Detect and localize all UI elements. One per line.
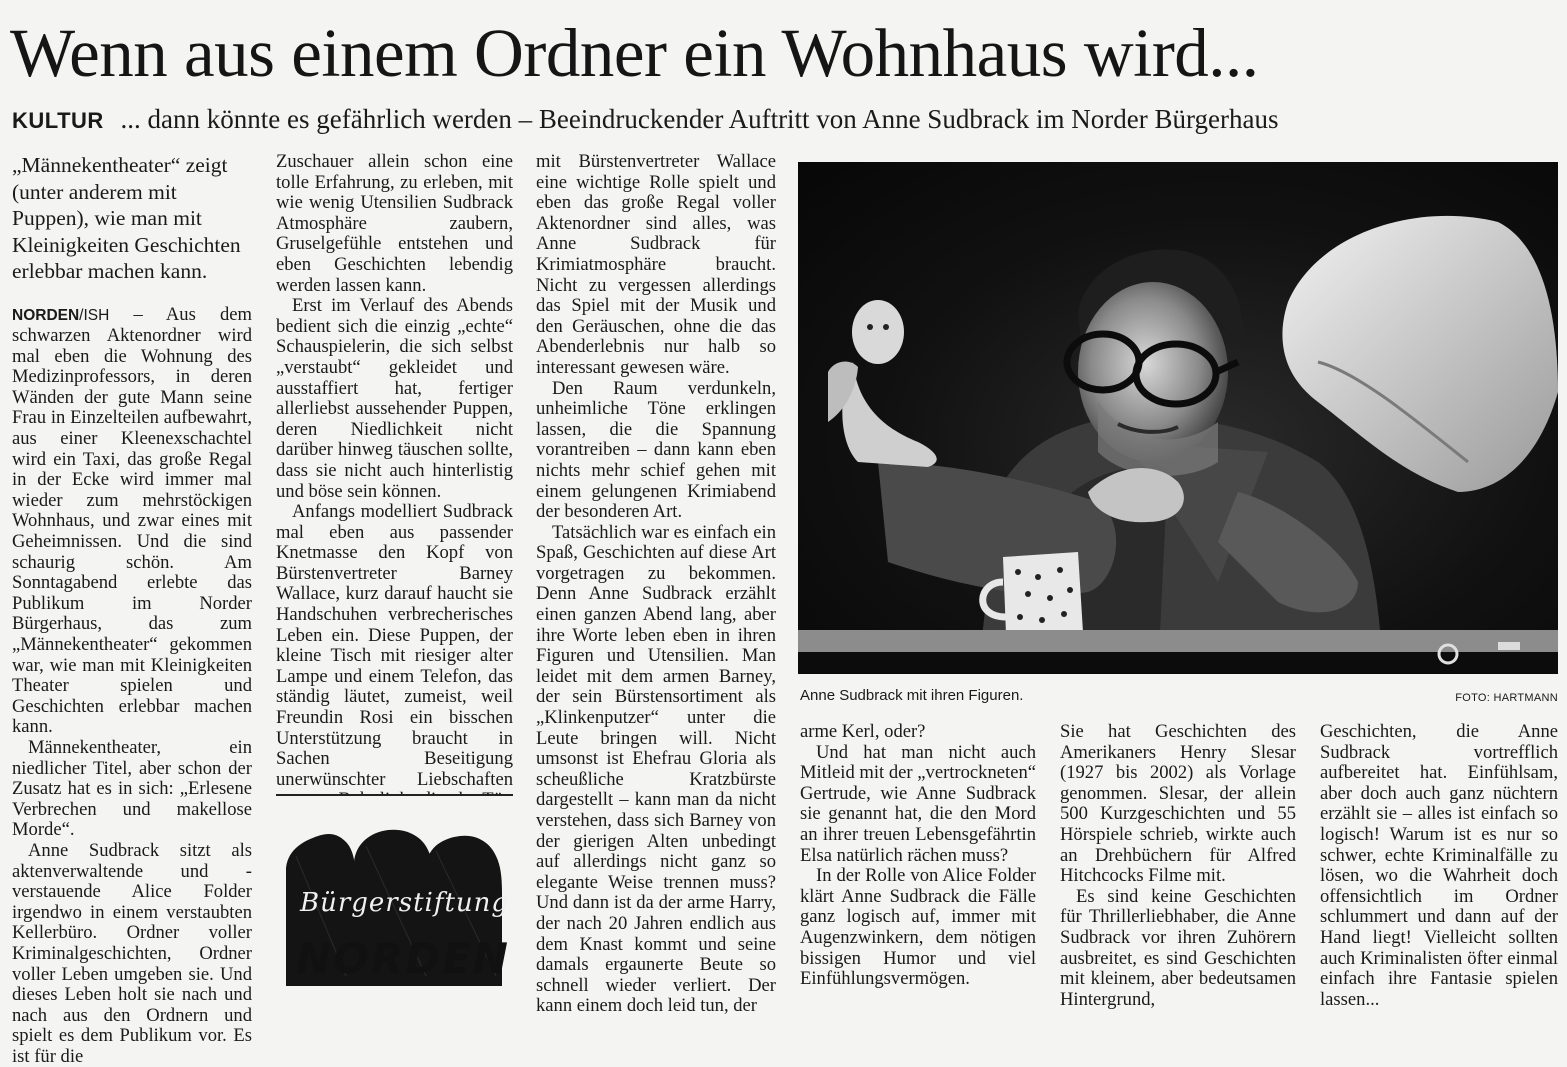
- buergerstiftung-logo: [276, 794, 513, 990]
- col5-para-1: Es sind keine Geschichten für Thrillerliebhaber, die Anne Sudbrack vor ihren Zuhörern ausbreitet, es sind Geschichten mit kleinem, aber bedeutsamen Hintergrund,: [1060, 885, 1296, 1010]
- col3-para-0: mit Bürstenvertreter Wallace eine wichtige Rolle spielt und eben das große Regal voller Aktenordner sind alles, was Anne Sudbrack für Krimiatmosphäre braucht. Nicht zu vergessen allerdings das Spiel mit der Musik und den Geräuschen, ohne die das Abenderlebnis nur halb so interessant gewesen wäre.: [536, 151, 776, 378]
- col1-para-2: Anne Sudbrack sitzt als aktenverwaltende und -verstauende Alice Folder irgendwo in einem verstaubten Kellerbüro. Ordner voller Kriminalgeschichten, Ordner voller Leben umgeben sie. Und dieses Leben holt sie nach und nach aus den Ordnern und spielt es dem Publikum vor. Es ist für die: [12, 839, 252, 1067]
- col2-para-0: Zuschauer allein schon eine tolle Erfahrung, zu erleben, mit wie wenig Utensilien Sudbrack Atmosphäre zaubern, Gruselgefühle entstehen und eben Geschichten lebendig werden lassen kann.: [276, 151, 513, 296]
- teaser: „Männekentheater“ zeigt (unter anderem mit Puppen), wie man mit Kleinigkeiten Geschichten erlebbar machen kann.: [12, 153, 241, 283]
- col2-para-1: Erst im Verlauf des Abends bedient sich die einzig „echte“ Schauspielerin, die sich selbst „verstaubt“ gekleidet und ausstaffiert hat, fertiger allerliebst aussehender Puppen, deren Niedlichkeit nicht darüber hinweg täuschen sollte, dass sie nicht auch hinterlistig und böse sein können.: [276, 295, 513, 502]
- subheadline-row: [12, 102, 1562, 138]
- dateline-author: /ISH: [79, 306, 110, 324]
- section-kicker: KULTUR: [12, 108, 104, 133]
- dateline-place: NORDEN: [12, 306, 80, 324]
- col2-para-2: Anfangs modelliert Sudbrack mal eben aus passender Knetmasse den Kopf von Bürstenvertreter Barney Wallace, kurz darauf haucht sie Handschuhen verbrecherisches Leben ein. Diese Puppen, der kleine Tisch mit riesiger alter Lampe und einem Telefon, das ständig läutet, zumeist, weil Freundin Rosi ein bisschen Unterstützung braucht in Sachen Beseitigung unerwünschter Liebschaften: [276, 501, 513, 790]
- col1-para-0: [12, 305, 252, 738]
- col5-para-0: Sie hat Geschichten des Amerikaners Henry Slesar (1927 bis 2002) als Vorlage genommen. Slesar, der allein 500 Kurzgeschichten und 55 Hörspiele schrieb, wirkte auch an Drehbüchern für Alfred Hitchcocks Filme mit.: [1060, 721, 1296, 887]
- article-column-3: [536, 151, 776, 1017]
- article-column-2: [276, 152, 513, 792]
- headline: Wenn aus einem Ordner ein Wohnhaus wird...: [10, 15, 1259, 91]
- col3-para-2: Tatsächlich war es einfach ein Spaß, Geschichten auf diese Art vorgetragen zu bekommen. Denn Anne Sudbrack erzählt einen ganzen Abend lang, aber ihre Worte leben eben in ihren Figuren und Utensilien. Man leidet mit dem armen Barney, der sein Bürstensortiment als „Klinkenputzer“ unter die Leute bringen will. Nicht umsonst ist Ehefrau Gloria als scheußliche Kratzbürste dargestellt – kann man da nicht verstehen, dass sich Barney von der gierigen Alten unbedingt auf allerdings nicht ganz so elegante Weise trennen muss? Und dann ist da der arme Harry, der nach 20 Jahren endlich aus dem Knast kommt und seine damals ergaunerte Beute so schnell wieder verliert. Der kann einem doch leid tun, der: [536, 521, 776, 1017]
- col4-para-1: Und hat man nicht auch Mitleid mit der „vertrockneten“ Gertrude, wie Anne Sudbrack sie genannt hat, die den Mord an ihrer treuen Lebensgefährtin Elsa natürlich rächen muss?: [800, 741, 1036, 866]
- subheadline: ... dann könnte es gefährlich werden – Beeindruckender Auftritt von Anne Sudbrack im Norder Bürgerhaus: [120, 104, 1279, 134]
- performer-with-puppet-image: [798, 162, 1558, 674]
- col6-para-0: Geschichten, die Anne Sudbrack vortrefflich aufbereitet hat. Einfühlsam, aber doch auch ganz nüchtern erzählt sie – alles ist einfach so logisch! Warum ist es nur so schwer, echte Kriminalfälle zu lösen, wo die Wahrheit doch offensichtlich im Ordner schlummert und dann auf der Hand liegt! Vielleicht sollten auch Kriminalisten öfter einmal einfach ihre Fantasie spielen lassen...: [1320, 721, 1558, 1010]
- photo-caption: Anne Sudbrack mit ihren Figuren.: [800, 687, 1024, 704]
- logo-line-1: Bürgerstiftung: [300, 888, 510, 918]
- article-column-6: [1320, 721, 1558, 1010]
- article-photo: [798, 162, 1558, 674]
- photo-credit: FOTO: HARTMANN: [1455, 692, 1558, 704]
- col3-para-1: Den Raum verdunkeln, unheimliche Töne erklingen lassen, die die Spannung vorantreiben – dann kann eben nichts mehr schief gehen mit einem gelungenen Krimiabend der besonderen Art.: [536, 377, 776, 523]
- logo-line-2: NORDEN: [296, 934, 510, 983]
- col1-para-1: Männekentheater, ein niedlicher Titel, aber schon der Zusatz hat es in sich: „Erlesene Verbrechen und makellose Morde“.: [12, 736, 252, 841]
- col4-para-2: In der Rolle von Alice Folder klärt Anne Sudbrack die Fälle ganz logisch auf, immer mit Augenzwinkern, dem nötigen bissigen Humor und viel Einfühlungsvermögen.: [800, 865, 1036, 990]
- article-column-4: [800, 722, 1036, 1000]
- article-column-5: [1060, 721, 1296, 1010]
- col1-lead-text: – Aus dem schwarzen Aktenordner wird mal eben die Wohnung des Medizinprofessors, in deren Wänden der gute Mann seine Frau in Einzelteilen aufbewahrt, aus einer Kleenexschachtel wird ein Taxi, das große Regal in der Ecke wird immer mal wieder zum mehrstöckigen Wohnhaus, und zwar eines mit Geheimnissen. Und die sind schaurig schön. Am Sonntagabend erlebte das Publikum im Norder Bürgerhaus, das zum „Männekentheater“ gekommen war, wie man mit Kleinigkeiten Theater spielen und Geschichten erlebbar machen kann.: [12, 303, 252, 738]
- article-column-1: [12, 152, 252, 1067]
- col4-para-0: arme Kerl, oder?: [800, 721, 926, 742]
